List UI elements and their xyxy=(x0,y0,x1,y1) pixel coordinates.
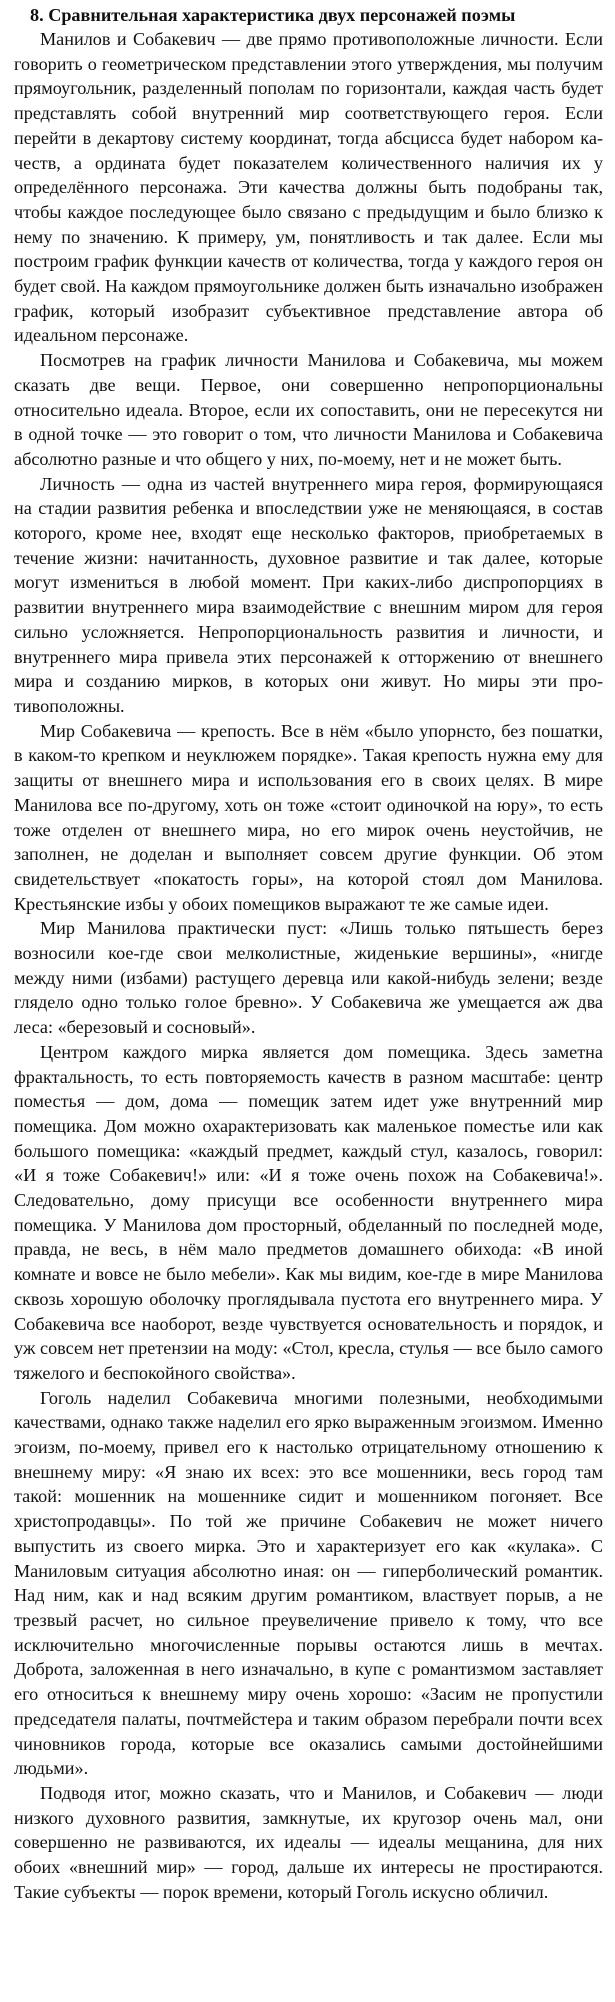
paragraph-1: Манилов и Собакевич — две прямо противоположные личности. Если говорить о геометрическом представлении этого утверждения, мы получим прямоугольник, разделенный пополам по горизонтали, каждая часть будет представлять собой внутренний мир соответствующего героя. Если перейти в декартову систему координат, тогда абсцисса будет набором качеств, а ордината будет показателем количественного наличия их у определённого персонажа. Эти качества должны быть подобраны так, чтобы каждое последующее было связано с предыдущим и было близко к нему по значению. К примеру, ум, понятливость и так далее. Если мы построим график функции качеств от количества, тогда у каждого героя он будет свой. На каждом прямоугольнике должен быть изначально изображен график, который изобразит субъективное представление автора об идеальном персонаже. xyxy=(14,29,603,346)
document-title: 8. Сравнительная характеристика двух персонажей поэмы xyxy=(30,5,516,25)
paragraph-2: Посмотрев на график личности Манилова и Собакевича, мы можем сказать две вещи. Первое, они совершенно непропорциональны относительно идеала. Второе, если их сопоставить, они не пересекутся ни в одной точке — это говорит о том, что личности Манилова и Собакевича абсолютно разные и что общего у них, по-моему, нет и не может быть. xyxy=(14,350,603,469)
paragraph-8: Подводя итог, можно сказать, что и Манилов, и Собакевич — люди низкого духовного развития, замкнутые, их кругозор очень мал, они совершенно не развиваются, их идеалы — идеалы мещанина, для них обоих «внешний мир» — город, дальше их интересы не простираются. Такие субъекты — порок времени, который Гоголь искусно обличил. xyxy=(14,1782,603,1902)
paragraph-5: Мир Манилова практически пуст: «Лишь только пятьшесть берез возносили кое-где свои мелколистные, жиденькие вершины», «нигде между ними (избами) растущего деревца или какой-нибудь зелени; везде глядело одно только голое бревно». У Собакевича же умещается аж два леса: «березовый и сосновый». xyxy=(14,918,603,1038)
paragraph-6: Центром каждого мирка является дом помещика. Здесь заметна фрактальность, то есть повторяемость качеств в разном масштабе: центр поместья — дом, дома — помещик затем идет уже внутренний мир помещика. Дом можно охарактеризовать как маленькое поместье или как большого помещика: «каждый предмет, каждый стул, казалось, говорил: «И я тоже Собакевич!» или: «И я тоже очень похож на Собакевича!». Следовательно, дому присущи все особенности внутреннего мира помещика. У Манилова дом просторный, обделанный по последней моде, правда, не весь, в нём мало предметов домашнего обихода: «В иной комнате и вовсе не было мебели». Как мы видим, кое-где в мире Манилова сквозь хорошую оболочку проглядывала пустота его внутреннего мира. У Собакевича все наоборот, везде чувствуется основательность и порядок, и уж совсем нет претензии на моду: «Стол, кресла, стулья — все было самого тяжелого и беспокойного свойства». xyxy=(14,1041,603,1383)
paragraph-4: Мир Собакевича — крепость. Все в нём «было упорнсто, без пошатки, в каком-то крепком и неуклюжем порядке». Такая крепость нужна ему для защиты от внешнего мира и использования его в своих целях. В мире Манилова все по-другому, хоть он тоже «стоит одиночкой на юру», то есть тоже отделен от внешнего мира, но его мирок очень неустойчив, не заполнен, не доделан и выполняет совсем другие функции. Об этом свидетельствует «покатость горы», на которой стоял дом Манилова. Крестьянские избы у обоих помещиков выражают те же самые идеи. xyxy=(14,720,603,914)
paragraph-3: Личность — одна из частей внутреннего мира героя, формирующаяся на стадии развития ребенка и впоследствии уже не меняющаяся, в состав которого, кроме нее, входят еще несколько факторов, приобретаемых в течение жизни: начитанность, духовное развитие и так далее, которые могут измениться в любой момент. При каких-либо диспропорциях в развитии внутреннего мира взаимодействие с внешним миром для героя сильно усложняется. Непропорциональность развития и личности, и внутреннего мира привела этих персонажей к отторжению от внешнего мира и созданию мирков, в которых они живут. Но миры эти противоположны. xyxy=(14,473,603,716)
paragraph-7: Гоголь наделил Собакевича многими полезными, необходимыми качествами, однако также наделил его ярко выраженным эгоизмом. Именно эгоизм, по-моему, привел его к настолько отрицательному отношению к внешнему миру: «Я знаю их всех: это все мошенники, весь город там такой: мошенник на мошеннике сидит и мошенником погоняет. Все христопродавцы». По той же причине Собакевич не может ничего выпустить из своего мирка. Это и характеризует его как «кулака». С Маниловым ситуация абсолютно иная: он — гиперболический романтик. Над ним, как и над всяким другим романтиком, властвует порыв, а не трезвый расчет, но сильное преувеличение привело к тому, что все исключительно многочисленные порывы остаются лишь в мечтах. Доброта, заложенная в него изначально, в купе с романтизмом заставляет его относиться к внешнему миру очень хорошо: «Засим не пропустили председателя палаты, почтмейстера и таким образом перебрали почти всех чиновников города, которые все оказались самыми достойнейшими людьми». xyxy=(14,1387,603,1779)
